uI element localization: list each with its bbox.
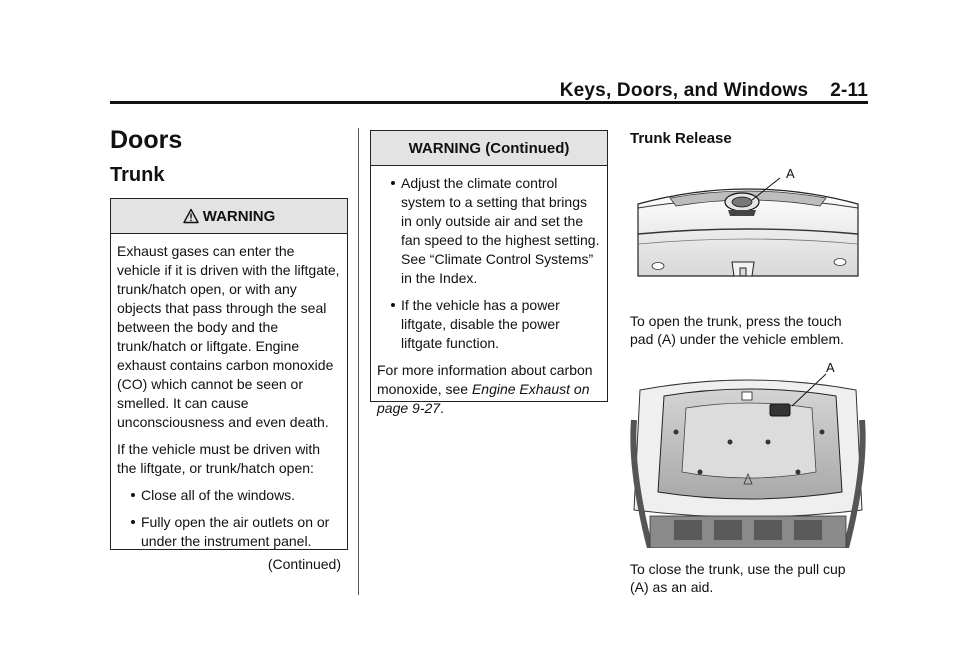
warning-paragraph-1: Exhaust gases can enter the vehicle if it is driven with the liftgate, trunk/hatch open, or with any objects that pass through the seal between the body and the trunk/hatch or liftgate. Engine exhaust contains carbon monoxide (CO) which cannot be seen or smelled. It can cause unconsciousness and even death.	[117, 243, 340, 430]
continued-label: (Continued)	[267, 556, 341, 572]
warning-icon	[183, 208, 199, 224]
figure2-callout-a: A	[826, 360, 835, 375]
more-info-prefix: For more information about carbon monoxide, see	[377, 362, 593, 397]
warning-paragraph-2: If the vehicle must be driven with the liftgate, or trunk/hatch open:	[117, 441, 321, 476]
heading-trunk-release: Trunk Release	[630, 130, 732, 147]
running-header	[0, 80, 868, 102]
more-info-suffix: .	[440, 400, 444, 416]
column-divider	[358, 128, 359, 595]
heading-doors: Doors	[110, 126, 183, 154]
text-close-trunk: To close the trunk, use the pull cup (A) as an aid.	[630, 561, 846, 595]
warning-box	[110, 198, 348, 572]
warning-continued-title: WARNING (Continued)	[408, 139, 570, 157]
heading-trunk: Trunk	[110, 164, 165, 186]
warning-bullet-2: Fully open the air outlets on or under the instrument panel.	[117, 513, 341, 551]
warning-header	[111, 199, 347, 234]
warning-continued-header	[371, 131, 607, 166]
warning-bullet-1: Close all of the windows.	[117, 486, 341, 505]
header-rule	[110, 101, 868, 104]
figure1-callout-a: A	[786, 166, 795, 181]
engine-exhaust-link[interactable]: Engine Exhaust on page 9-27	[377, 381, 590, 416]
warning-continued-bullet-2: If the vehicle has a power liftgate, disable the power liftgate function.	[377, 296, 601, 353]
text-open-trunk: To open the trunk, press the touch pad (A) under the vehicle emblem.	[630, 313, 844, 347]
warning-continued-bullet-1: Adjust the climate control system to a setting that brings in only outside air and set the fan speed to the highest setting. See “Climate Control Systems” in the Index.	[377, 174, 601, 288]
warning-continued-box	[370, 130, 608, 416]
section-title: Keys, Doors, and Windows	[559, 80, 809, 101]
trunk-close-illustration	[630, 360, 866, 548]
warning-title: WARNING	[202, 207, 276, 225]
trunk-release-illustration	[630, 164, 866, 292]
page-number: 2-11	[830, 80, 868, 101]
more-info-text	[377, 361, 601, 418]
